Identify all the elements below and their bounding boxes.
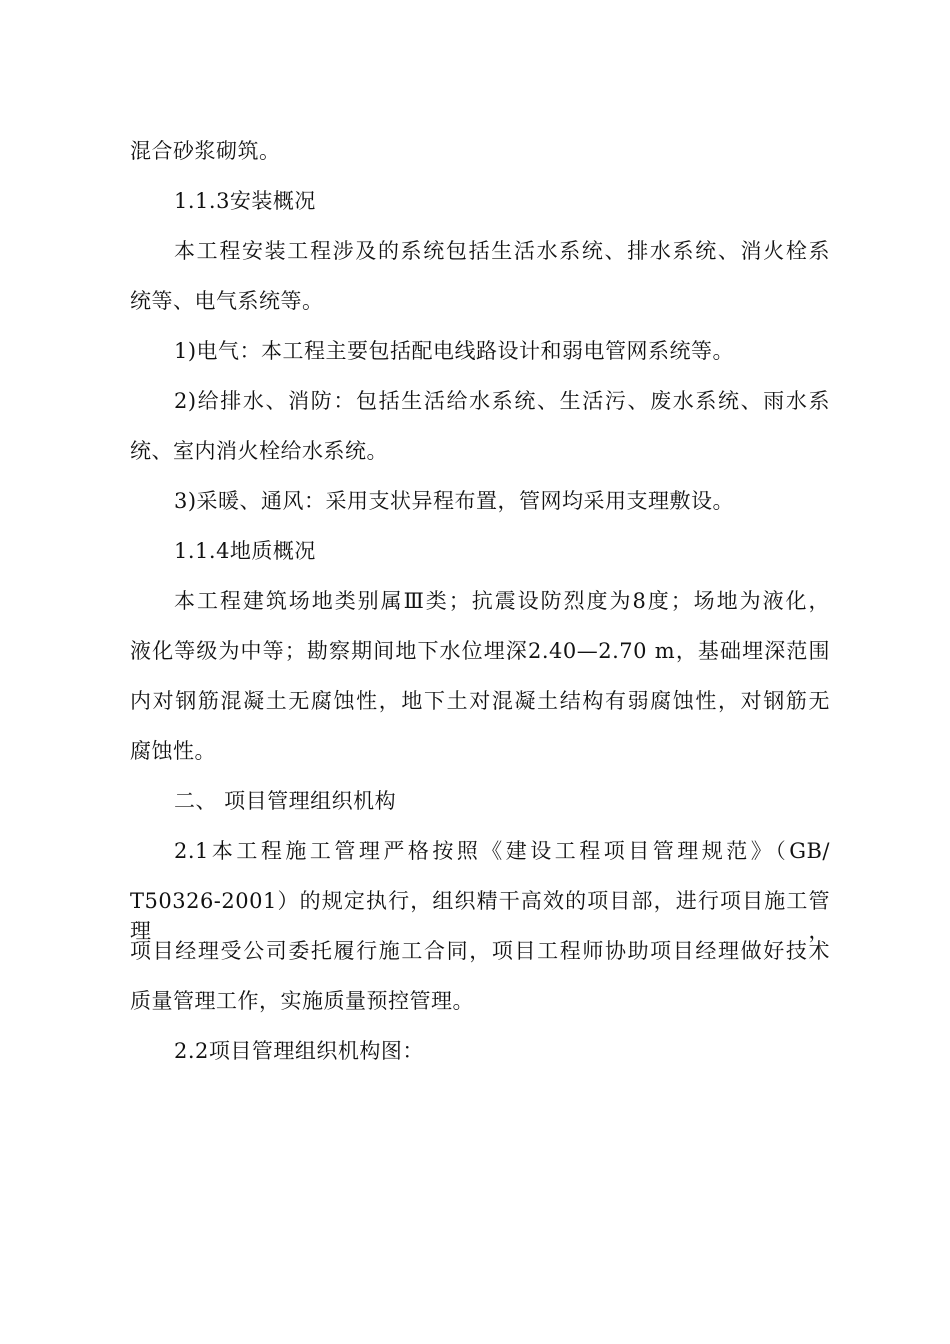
paragraph-installation-line-1: 本工程安装工程涉及的系统包括生活水系统、排水系统、消火栓系 — [174, 239, 830, 263]
paragraph-geology-line-4: 腐蚀性。 — [130, 739, 216, 763]
list-item-water-supply-line-2: 统、室内消火栓给水系统。 — [130, 439, 388, 463]
list-item-water-supply-line-1: 2)给排水、消防：包括生活给水系统、生活污、废水系统、雨水系 — [174, 389, 830, 413]
paragraph-management-line-4: 质量管理工作，实施质量预控管理。 — [130, 989, 474, 1013]
paragraph-management-line-1: 2.1本工程施工管理严格按照《建设工程项目管理规范》（GB/ — [174, 839, 830, 863]
heading-geology-overview: 1.1.4地质概况 — [174, 539, 316, 563]
paragraph-geology-line-3: 内对钢筋混凝土无腐蚀性，地下土对混凝土结构有弱腐蚀性，对钢筋无 — [130, 689, 830, 713]
heading-project-management: 二、 项目管理组织机构 — [174, 789, 397, 813]
list-item-electrical: 1)电气：本工程主要包括配电线路设计和弱电管网系统等。 — [174, 339, 735, 363]
paragraph-geology-line-1: 本工程建筑场地类别属Ⅲ类；抗震设防烈度为8度；场地为液化， — [174, 589, 830, 613]
paragraph-geology-line-2: 液化等级为中等；勘察期间地下水位埋深2.40—2.70 m，基础埋深范围 — [130, 639, 830, 663]
paragraph-installation-line-2: 统等、电气系统等。 — [130, 289, 324, 313]
paragraph-management-line-2: T50326-2001）的规定执行，组织精干高效的项目部，进行项目施工管理， — [130, 889, 830, 943]
list-item-heating-ventilation: 3)采暖、通风：采用支状异程布置，管网均采用支理敷设。 — [174, 489, 735, 513]
paragraph-management-line-3: 项目经理受公司委托履行施工合同，项目工程师协助项目经理做好技术 — [130, 939, 830, 963]
heading-installation-overview: 1.1.3安装概况 — [174, 189, 316, 213]
text-line-masonry: 混合砂浆砌筑。 — [130, 139, 281, 163]
heading-org-chart: 2.2项目管理组织机构图： — [174, 1039, 424, 1063]
